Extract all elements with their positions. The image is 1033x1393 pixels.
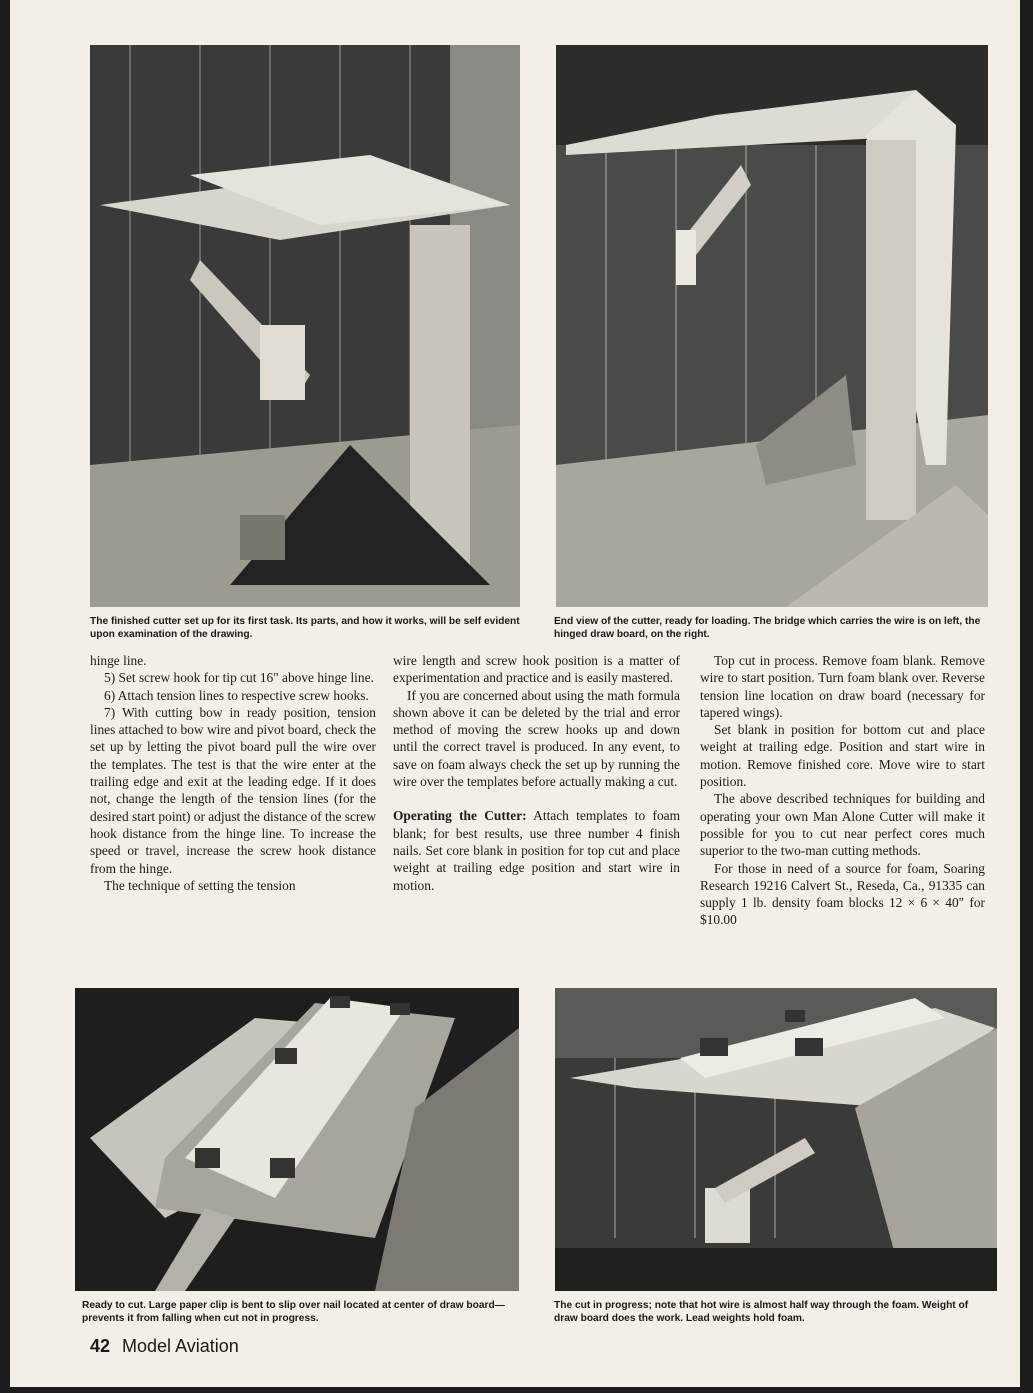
article-column-1	[90, 652, 376, 894]
magazine-name: Model Aviation	[122, 1336, 239, 1356]
paragraph: Top cut in process. Remove foam blank. Remove wire to start position. Turn foam blank over. Reverse tension line location on draw board (necessary for tapered wings).	[700, 653, 985, 720]
paragraph: For those in need of a source for foam, Soaring Research 19216 Calvert St., Reseda, Ca., 91335 can supply 1 lb. density foam blocks 12 × 6 × 40" for $10.00	[700, 860, 985, 928]
section-heading: Operating the Cutter:	[393, 808, 527, 824]
photo-finished-cutter	[90, 45, 520, 607]
caption-bottom-right: The cut in progress; note that hot wire is almost half way through the foam. Weight of draw board does the work. Lead weights hold foam.	[554, 1300, 969, 1324]
paragraph: Set blank in position for bottom cut and place weight at trailing edge. Position and start wire in motion. Remove finished core. Move wire to start position.	[700, 722, 985, 790]
magazine-page	[10, 0, 1020, 1387]
page-footer	[90, 1336, 239, 1357]
photo-cut-in-progress	[555, 988, 997, 1291]
paragraph: 5) Set screw hook for tip cut 16" above hinge line.	[104, 670, 374, 686]
paragraph: The above described techniques for building and operating your own Man Alone Cutter will make it possible for you to cut near perfect cores much superior to the two-man cutting methods.	[700, 791, 985, 859]
page-number: 42	[90, 1336, 111, 1356]
paragraph-operating	[393, 807, 680, 893]
article-column-3	[700, 652, 985, 929]
caption-top-left: The finished cutter set up for its first task. Its parts, and how it works, will be self evident upon examination of the drawing.	[90, 616, 520, 640]
article-column-2	[393, 652, 680, 894]
photo-end-view	[556, 45, 988, 607]
paragraph: The technique of setting the tension	[104, 877, 296, 893]
caption-bottom-left: Ready to cut. Large paper clip is bent to slip over nail located at center of draw board—prevents it from falling when cut not in progress.	[82, 1300, 505, 1324]
paragraph: hinge line.	[90, 653, 147, 668]
paragraph: If you are concerned about using the math formula shown above it can be deleted by the trial and error method of moving the screw hooks up and down until the correct travel is produced. In any event, to save on foam always check the set up by running the wire over the templates before actually making a cut.	[393, 687, 680, 790]
photo-ready-to-cut	[75, 988, 519, 1291]
paragraph: 7) With cutting bow in ready position, tension lines attached to bow wire and pivot board, check the set up by letting the pivot board pull the wire over the templates. The test is that the wire enter at the trailing edge and exit at the leading edge. If it does not, change the length of the tension lines (for the desired start point) or adjust the distance of the screw hook distance from the hinge line. To increase the speed or travel, increase the screw hook distance from the hinge.	[90, 704, 376, 876]
caption-top-right: End view of the cutter, ready for loading. The bridge which carries the wire is on left, the hinged draw board, on the right.	[554, 616, 981, 640]
paragraph-text: Attach templates to foam blank; for best results, use three number 4 finish nails. Set core blank in position for top cut and place weight at trailing edge position and start wire in motion.	[393, 808, 681, 893]
paragraph: wire length and screw hook position is a matter of experimentation and practice and is easily mastered.	[393, 653, 680, 686]
paragraph: 6) Attach tension lines to respective screw hooks.	[104, 687, 369, 703]
